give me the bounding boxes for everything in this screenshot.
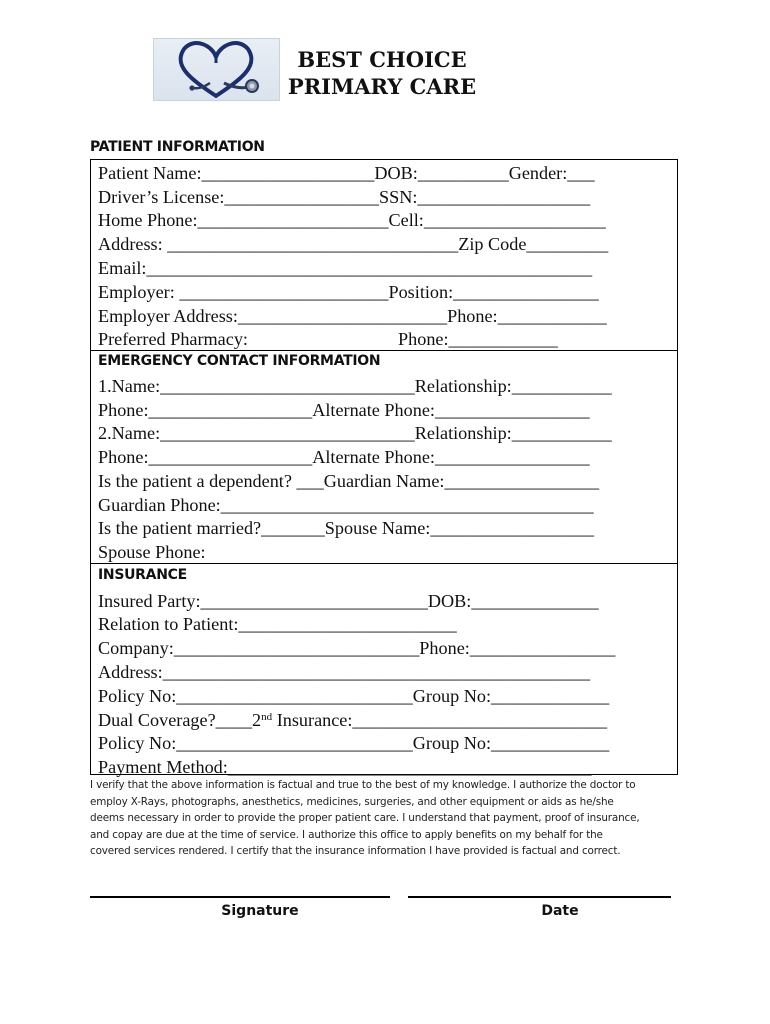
patient-information-heading: PATIENT INFORMATION xyxy=(90,139,265,155)
insured-party-row[interactable]: Insured Party:_________________________DOB:______________ xyxy=(98,591,599,611)
clinic-title xyxy=(262,46,502,100)
married-row[interactable]: Is the patient married?_______Spouse Name:__________________ xyxy=(98,518,595,538)
statement-line: and copay are due at the time of service. I authorize this office to apply benefits on my behalf for the xyxy=(90,828,603,841)
policy-no-row-2[interactable]: Policy No:__________________________Group No:_____________ xyxy=(98,733,610,753)
statement-line: covered services rendered. I certify that the insurance information I have provided is factual and correct. xyxy=(90,845,621,857)
insurance-heading: INSURANCE xyxy=(98,567,187,583)
insurance-address-row[interactable]: Address:_______________________________________________ xyxy=(98,662,591,682)
stethoscope-heart-icon xyxy=(154,39,279,100)
registration-form xyxy=(90,159,678,775)
home-phone-row[interactable]: Home Phone:_____________________Cell:____________________ xyxy=(98,210,606,230)
ordinal-superscript: nd xyxy=(261,711,273,723)
date-line[interactable] xyxy=(408,896,671,898)
contact2-name-row[interactable]: 2.Name:____________________________Relationship:___________ xyxy=(98,423,612,443)
email-row[interactable]: Email:_________________________________________________ xyxy=(98,258,593,278)
dependent-row[interactable]: Is the patient a dependent? ___Guardian Name:_________________ xyxy=(98,471,600,491)
title-line-2: PRIMARY CARE xyxy=(287,74,477,99)
insurance-section xyxy=(91,563,677,777)
contact1-name-row[interactable]: 1.Name:____________________________Relationship:___________ xyxy=(98,376,612,396)
authorization-statement xyxy=(90,777,685,860)
logo xyxy=(153,38,280,101)
payment-method-row[interactable]: Payment Method:________________________________________ xyxy=(98,757,592,777)
drivers-license-row[interactable]: Driver’s License:_________________SSN:___________________ xyxy=(98,187,591,207)
spouse-phone-row[interactable]: Spouse Phone: xyxy=(98,542,206,562)
patient-name-row[interactable]: Patient Name:___________________DOB:__________Gender:___ xyxy=(98,163,595,183)
policy-no-row-1[interactable]: Policy No:__________________________Group No:_____________ xyxy=(98,686,610,706)
signature-line[interactable] xyxy=(90,896,390,898)
title-line-1: BEST CHOICE xyxy=(297,47,467,72)
statement-line: employ X-Rays, photographs, anesthetics, medicines, surgeries, and other equipment or aids as he/she xyxy=(90,795,614,808)
patient-information-section xyxy=(91,160,677,350)
relation-to-patient-row[interactable]: Relation to Patient:________________________ xyxy=(98,614,457,634)
guardian-phone-row[interactable]: Guardian Phone:_________________________________________ xyxy=(98,495,594,515)
dual-coverage-row[interactable]: Dual Coverage?____2nd Insurance:____________________________ xyxy=(98,710,608,730)
preferred-pharmacy-row[interactable]: Preferred Pharmacy: Phone:____________ xyxy=(98,329,558,349)
employer-address-row[interactable]: Employer Address:_______________________Phone:____________ xyxy=(98,306,607,326)
emergency-contact-heading: EMERGENCY CONTACT INFORMATION xyxy=(98,353,381,369)
date-label: Date xyxy=(541,903,579,919)
statement-line: I verify that the above information is factual and true to the best of my knowledge. I authorize the doctor to xyxy=(90,779,636,791)
company-row[interactable]: Company:___________________________Phone:________________ xyxy=(98,638,616,658)
signature-label: Signature xyxy=(221,903,299,919)
contact1-phone-row[interactable]: Phone:__________________Alternate Phone:_________________ xyxy=(98,400,590,420)
address-row[interactable]: Address: ________________________________Zip Code_________ xyxy=(98,234,609,254)
emergency-contact-section xyxy=(91,350,677,564)
contact2-phone-row[interactable]: Phone:__________________Alternate Phone:_________________ xyxy=(98,447,590,467)
statement-line: deems necessary in order to provide the proper patient care. I understand that payment, proof of insurance, xyxy=(90,812,640,824)
employer-row[interactable]: Employer: _______________________Position:________________ xyxy=(98,282,599,302)
